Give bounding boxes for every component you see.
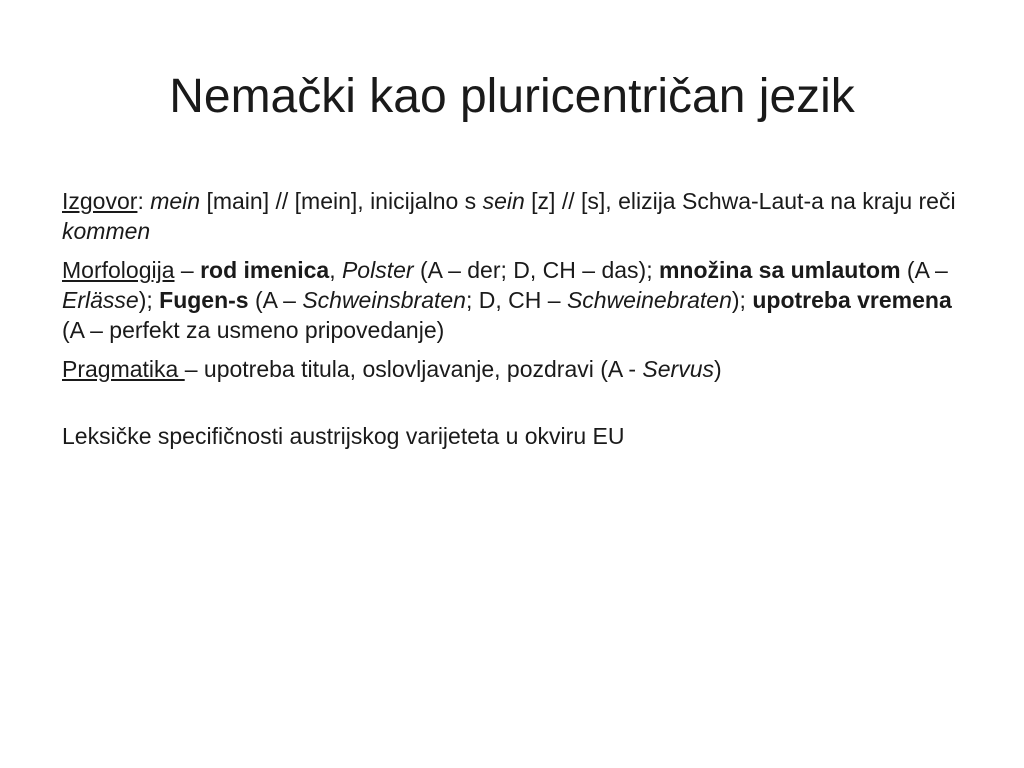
paragraph-morfologija <box>62 255 962 345</box>
pragmatika-text-2: ) <box>714 356 722 382</box>
izgovor-text-3: [z] // [s], elizija Schwa-Laut-a na kraju reči <box>524 188 956 214</box>
slide-title: Nemački kao pluricentričan jezik <box>169 70 855 123</box>
pragmatika-label: Pragmatika <box>62 356 185 382</box>
morfologija-italic-2: Erlässe <box>62 287 139 313</box>
morfologija-bold-2: množina sa umlautom <box>658 257 901 283</box>
morfologija-text-9: (A – perfekt za usmeno pripovedanje) <box>62 317 445 343</box>
morfologija-bold-1: rod imenica <box>200 257 330 283</box>
morfologija-text-7: ; D, CH – <box>465 287 567 313</box>
paragraph-izgovor <box>62 186 962 246</box>
morfologija-italic-3: Schweinsbraten <box>302 287 466 313</box>
izgovor-text-1: : <box>137 188 151 214</box>
paragraph-leksika: Leksičke specifičnosti austrijskog varijeteta u okviru EU <box>62 423 625 449</box>
izgovor-italic-3: kommen <box>62 218 151 244</box>
izgovor-text-2: [main] // [mein], inicijalno s <box>200 188 483 214</box>
izgovor-italic-1: mein <box>150 188 201 214</box>
morfologija-text-3: (A – der; D, CH – das); <box>413 257 659 283</box>
slide-body <box>62 186 962 460</box>
morfologija-text-4: (A – <box>900 257 948 283</box>
morfologija-text-2: , <box>329 257 342 283</box>
morfologija-label: Morfologija <box>62 257 175 283</box>
morfologija-text-8: ); <box>731 287 753 313</box>
pragmatika-italic-1: Servus <box>642 356 715 382</box>
morfologija-italic-1: Polster <box>341 257 414 283</box>
paragraph-pragmatika <box>62 354 962 384</box>
pragmatika-text-1: – upotreba titula, oslovljavanje, pozdravi (A - <box>184 356 643 382</box>
izgovor-italic-2: sein <box>482 188 525 214</box>
morfologija-italic-4: Schweinebraten <box>566 287 732 313</box>
izgovor-label: Izgovor <box>62 188 138 214</box>
morfologija-bold-3: Fugen-s <box>159 287 249 313</box>
morfologija-text-6: (A – <box>248 287 303 313</box>
morfologija-text-5: ); <box>138 287 160 313</box>
morfologija-text-1: – <box>174 257 201 283</box>
morfologija-bold-4: upotreba vremena <box>752 287 952 313</box>
